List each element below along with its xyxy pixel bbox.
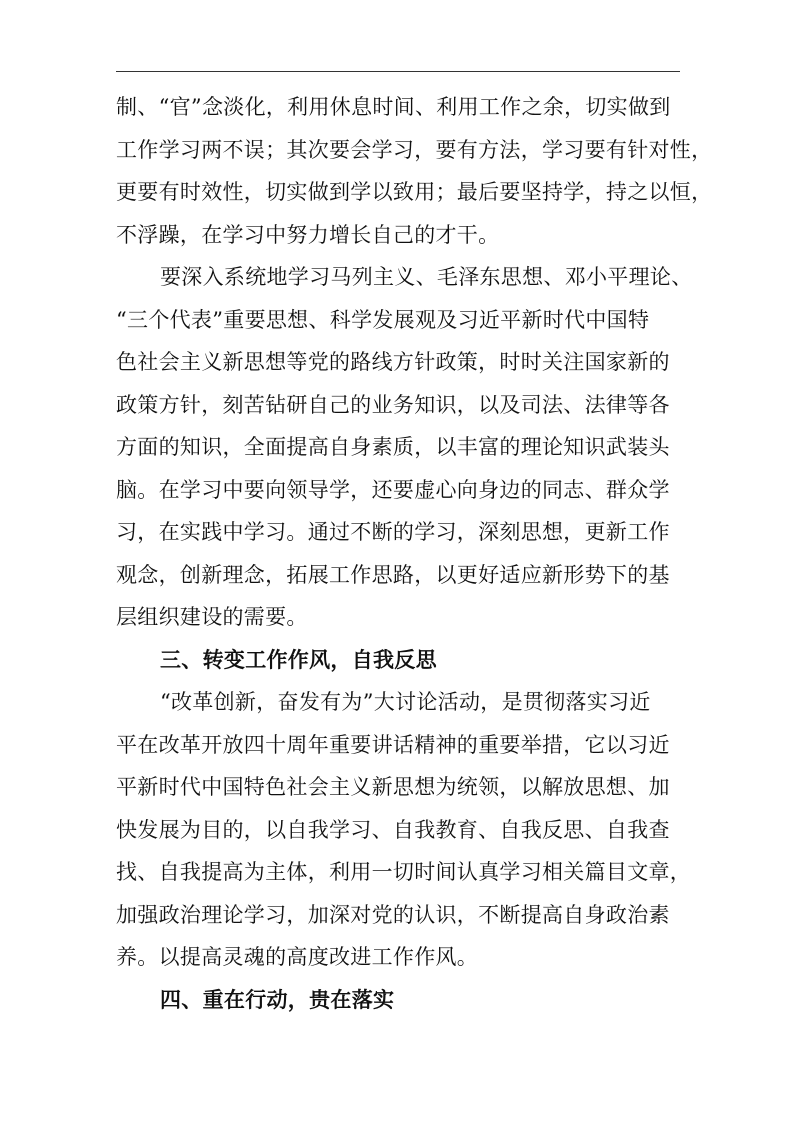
- text-line: 方面的知识，全面提高自身素质，以丰富的理论知识武装头: [116, 435, 670, 459]
- document-body: [116, 86, 713, 1021]
- text-line: “改革创新，奋发有为”大讨论活动，是贯彻落实习近: [160, 690, 651, 714]
- text-line: 快发展为目的，以自我学习、自我教育、自我反思、自我查: [116, 817, 670, 842]
- text-line: 平新时代中国特色社会主义新思想为统领，以解放思想、加: [116, 775, 670, 799]
- text-line: 制、“官”念淡化，利用休息时间、利用工作之余，切实做到: [116, 95, 671, 119]
- text-line: 找、自我提高为主体，利用一切时间认真学习相关篇目文章，: [116, 860, 692, 884]
- text-line: 不浮躁，在学习中努力增长自己的才干。: [116, 222, 500, 247]
- paragraph-1: [116, 86, 713, 256]
- text-line: “三个代表”重要思想、科学发展观及习近平新时代中国特: [116, 307, 650, 332]
- text-line: 政策方针，刻苦钻研自己的业务知识，以及司法、法律等各: [116, 392, 670, 417]
- text-line: 习，在实践中学习。通过不断的学习，深刻思想，更新工作: [116, 520, 670, 544]
- paragraph-3: [116, 681, 692, 979]
- text-line: 脑。在学习中要向领导学，还要虚心向身边的同志、群众学: [116, 477, 670, 502]
- text-line: 工作学习两不误；其次要会学习，要有方法，学习要有针对性，: [116, 137, 713, 162]
- text-line: 要深入系统地学习马列主义、毛泽东思想、邓小平理论、: [160, 265, 693, 289]
- section-heading-3: 三、转变工作作风，自我反思: [160, 646, 437, 672]
- header-rule: [116, 71, 680, 72]
- paragraph-2: [116, 256, 693, 639]
- text-line: 加强政治理论学习，加深对党的认识，不断提高自身政治素: [116, 902, 670, 927]
- section-heading-4: 四、重在行动，贵在落实: [160, 986, 395, 1012]
- text-line: 平在改革开放四十周年重要讲话精神的重要举措，它以习近: [116, 732, 670, 757]
- text-line: 色社会主义新思想等党的路线方针政策，时时关注国家新的: [116, 350, 670, 374]
- text-line: 养。以提高灵魂的高度改进工作作风。: [116, 945, 479, 969]
- text-line: 观念，创新理念，拓展工作思路，以更好适应新形势下的基: [116, 562, 670, 587]
- text-line: 更要有时效性，切实做到学以致用；最后要坚持学，持之以恒，: [116, 180, 713, 204]
- text-line: 层组织建设的需要。: [116, 605, 308, 629]
